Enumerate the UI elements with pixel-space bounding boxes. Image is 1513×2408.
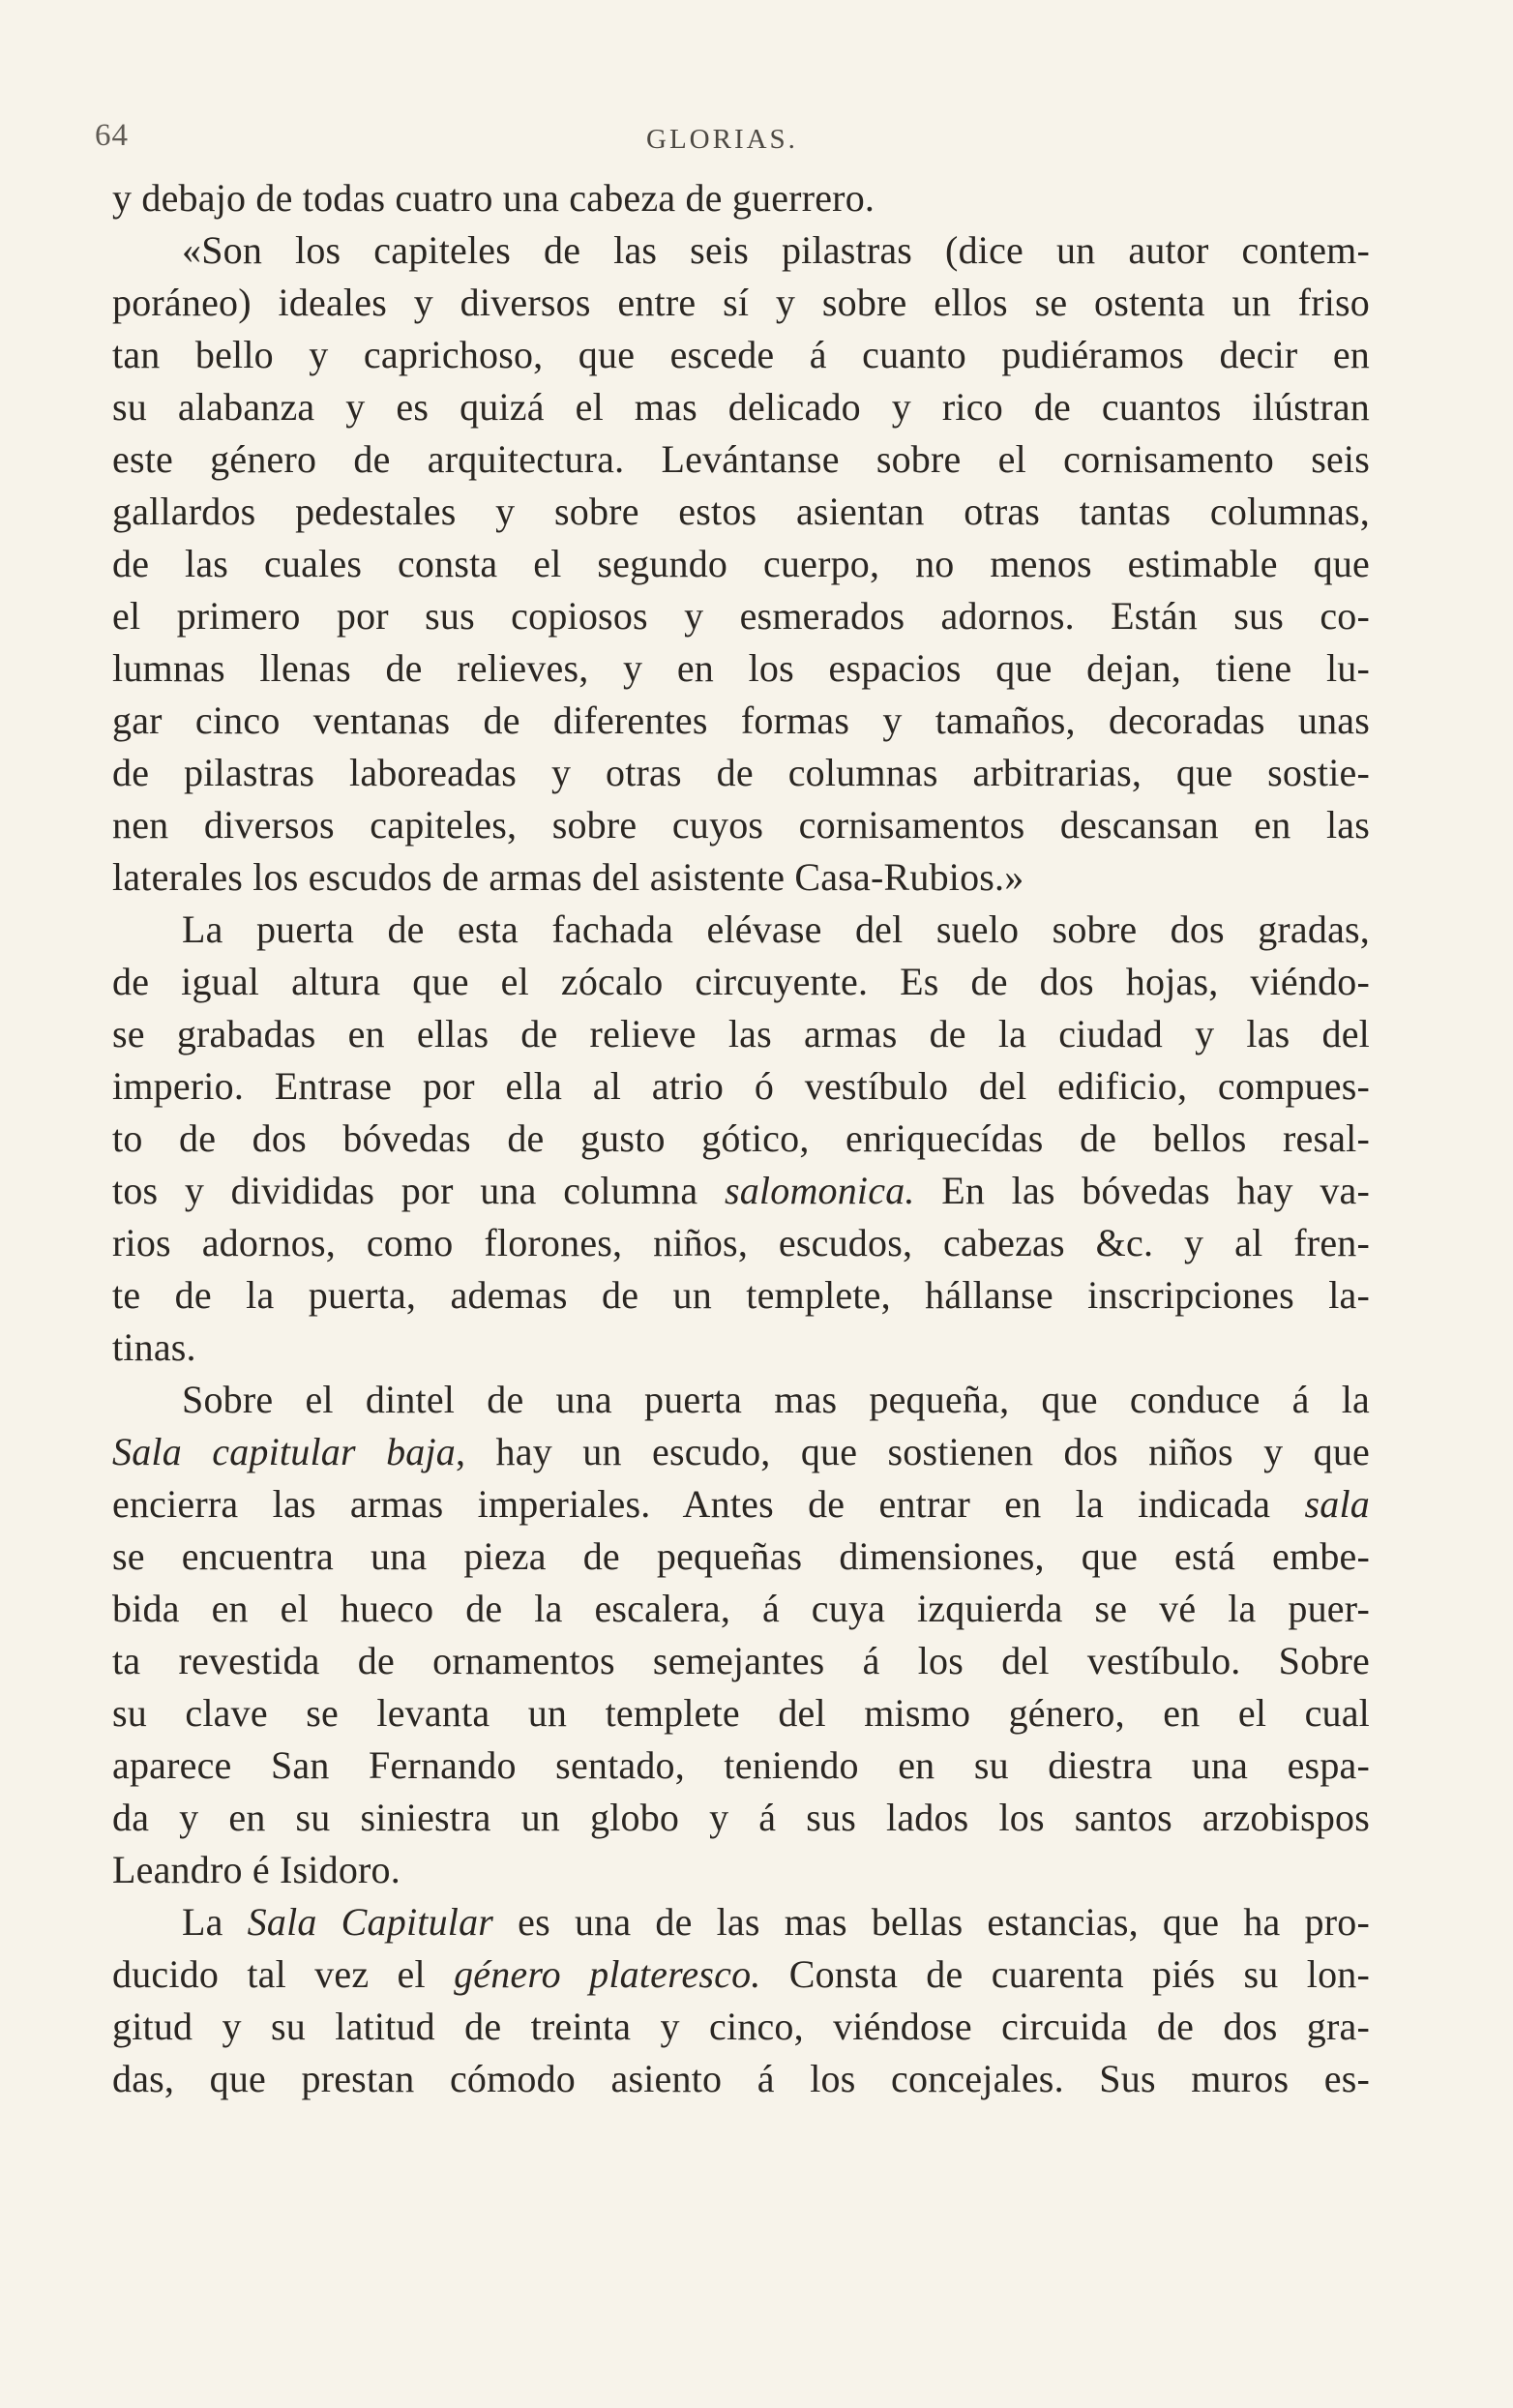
line-text-continued: , hay un escudo, que sostienen dos niños y que <box>456 1430 1371 1473</box>
body-text <box>112 172 1370 2105</box>
line-text: de igual altura que el zócalo circuyente. Es de dos hojas, viéndo- <box>112 960 1370 1003</box>
line-text: gar cinco ventanas de diferentes formas y tamaños, decoradas unas <box>112 699 1370 742</box>
text-line <box>112 1687 1370 1739</box>
line-text: y debajo de todas cuatro una cabeza de guerrero. <box>112 176 875 220</box>
text-line <box>112 590 1370 642</box>
line-text-continued: En las bóvedas hay va- <box>914 1169 1370 1212</box>
line-text: imperio. Entrase por ella al atrio ó vestíbulo del edificio, compues- <box>112 1064 1370 1108</box>
text-line <box>112 1478 1370 1531</box>
line-text: to de dos bóvedas de gusto gótico, enriquecídas de bellos resal- <box>112 1116 1370 1160</box>
line-text: laterales los escudos de armas del asistente Casa-Rubios.» <box>112 855 1024 899</box>
line-text: gitud y su latitud de treinta y cinco, viéndose circuida de dos gra- <box>112 2005 1370 2048</box>
italic-phrase: Sala capitular baja <box>112 1430 456 1473</box>
line-text: encierra las armas imperiales. Antes de entrar en la indicada <box>112 1482 1305 1526</box>
line-text: su clave se levanta un templete del mismo género, en el cual <box>112 1691 1370 1735</box>
text-line <box>112 1792 1370 1844</box>
line-text: poráneo) ideales y diversos entre sí y sobre ellos se ostenta un friso <box>112 281 1370 324</box>
italic-phrase: sala <box>1304 1482 1370 1526</box>
text-line <box>112 1113 1370 1165</box>
text-line <box>112 329 1370 381</box>
line-text: tan bello y caprichoso, que escede á cuanto pudiéramos decir en <box>112 333 1370 376</box>
line-text: Sobre el dintel de una puerta mas pequeña, que conduce á la <box>182 1378 1370 1421</box>
text-line <box>112 904 1370 956</box>
line-text: se encuentra una pieza de pequeñas dimensiones, que está embe- <box>112 1534 1370 1578</box>
text-line <box>112 2053 1370 2105</box>
text-line <box>112 433 1370 486</box>
text-line <box>112 747 1370 799</box>
text-line <box>112 486 1370 538</box>
text-line <box>112 1008 1370 1060</box>
text-line <box>112 1583 1370 1635</box>
line-text: ducido tal vez el <box>112 1952 455 1996</box>
line-text: nen diversos capiteles, sobre cuyos cornisamentos descansan en las <box>112 803 1370 847</box>
text-line <box>112 1374 1370 1426</box>
line-text-continued: Consta de cuarenta piés su lon- <box>760 1952 1370 1996</box>
text-line <box>112 851 1370 904</box>
italic-phrase: género plateresco. <box>454 1952 761 1996</box>
italic-phrase: Sala Capitular <box>247 1900 494 1944</box>
running-head <box>95 114 1352 172</box>
text-line <box>112 538 1370 590</box>
text-line <box>112 695 1370 747</box>
text-line <box>112 956 1370 1008</box>
text-line <box>112 1531 1370 1583</box>
text-line <box>112 1739 1370 1792</box>
text-line <box>112 799 1370 851</box>
line-text: La <box>182 1900 248 1944</box>
line-text: bida en el hueco de la escalera, á cuya izquierda se vé la puer- <box>112 1587 1370 1630</box>
line-text: das, que prestan cómodo asiento á los concejales. Sus muros es- <box>112 2057 1370 2100</box>
text-line <box>112 277 1370 329</box>
line-text: lumnas llenas de relieves, y en los espacios que dejan, tiene lu- <box>112 646 1370 690</box>
line-text: tos y divididas por una columna <box>112 1169 725 1212</box>
text-line <box>112 1635 1370 1687</box>
page-number: 64 <box>95 118 129 153</box>
text-line <box>112 172 1370 224</box>
text-line <box>112 1217 1370 1269</box>
line-text: el primero por sus copiosos y esmerados adornos. Están sus co- <box>112 594 1370 638</box>
text-line <box>112 1896 1370 1948</box>
line-text: Leandro é Isidoro. <box>112 1848 400 1891</box>
line-text: te de la puerta, ademas de un templete, hállanse inscripciones la- <box>112 1273 1370 1317</box>
line-text: su alabanza y es quizá el mas delicado y rico de cuantos ilústran <box>112 385 1370 429</box>
line-text: La puerta de esta fachada elévase del suelo sobre dos gradas, <box>182 907 1370 951</box>
text-line <box>112 1165 1370 1217</box>
text-line <box>112 1269 1370 1322</box>
text-line <box>112 1322 1370 1374</box>
line-text: rios adornos, como florones, niños, escudos, cabezas &c. y al fren- <box>112 1221 1370 1264</box>
line-text: aparece San Fernando sentado, teniendo en su diestra una espa- <box>112 1743 1370 1787</box>
text-line <box>112 381 1370 433</box>
line-text: «Son los capiteles de las seis pilastras (dice un autor contem- <box>182 228 1370 272</box>
text-line <box>112 224 1370 277</box>
line-text: se grabadas en ellas de relieve las armas de la ciudad y las del <box>112 1012 1370 1055</box>
italic-phrase: salomonica. <box>724 1169 915 1212</box>
line-text: tinas. <box>112 1325 196 1369</box>
line-text: gallardos pedestales y sobre estos asientan otras tantas columnas, <box>112 490 1370 533</box>
text-line <box>112 1426 1370 1478</box>
line-text: da y en su siniestra un globo y á sus lados los santos arzobispos <box>112 1796 1370 1839</box>
text-line <box>112 2001 1370 2053</box>
line-text-continued: es una de las mas bellas estancias, que ha pro- <box>493 1900 1370 1944</box>
line-text: de las cuales consta el segundo cuerpo, no menos estimable que <box>112 542 1370 585</box>
running-title: GLORIAS. <box>646 124 798 155</box>
line-text: este género de arquitectura. Levántanse sobre el cornisamento seis <box>112 437 1370 481</box>
text-line <box>112 1948 1370 2001</box>
line-text: de pilastras laboreadas y otras de columnas arbitrarias, que sostie- <box>112 751 1370 794</box>
text-line <box>112 642 1370 695</box>
text-line <box>112 1060 1370 1113</box>
text-line <box>112 1844 1370 1896</box>
line-text: ta revestida de ornamentos semejantes á los del vestíbulo. Sobre <box>112 1639 1370 1682</box>
